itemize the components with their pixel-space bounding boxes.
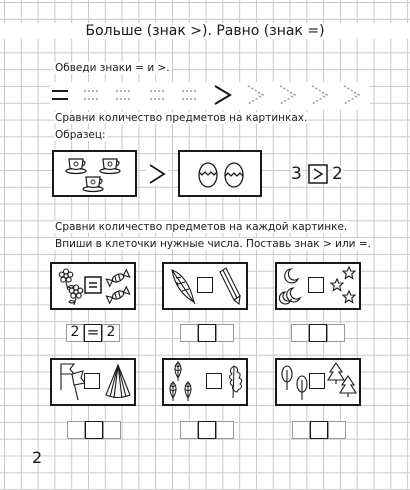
task-2-left-number-cell[interactable] [180,324,198,342]
instruction-compare: Сравни количество предметов на картинках. [55,112,308,124]
instruction-write-signs: Впиши в клеточки нужные числа. Поставь знак > или =. [55,238,371,250]
task-3-sign-answer-cell[interactable] [309,324,327,342]
task-5-left-number-cell[interactable] [180,421,198,439]
task-4-answer-row [67,421,121,439]
task-6-left-number-cell[interactable] [292,421,310,439]
sample-eggs-box [178,150,262,197]
task-5-right-number-cell[interactable] [216,421,234,439]
task-5-sign-cell[interactable] [206,373,222,389]
sample-cups-box [52,150,137,197]
task-3-left-number-cell[interactable] [291,324,309,342]
task-1-right-number-cell[interactable] [102,324,120,342]
page-title: Больше (знак >). Равно (знак =) [0,23,410,39]
oak-leaf-icon [222,362,246,402]
task-1-right-number: 2 [106,324,116,340]
task-3-answer-row [291,324,345,342]
task-1-left-number: 2 [70,324,80,340]
task-1-answer-row [66,324,120,342]
task-4-sign-answer-cell[interactable] [85,421,103,439]
eggs-icon [180,152,260,195]
task-1-sign-answer-cell[interactable] [84,324,102,342]
task-1-left-number-cell[interactable] [66,324,84,342]
cone-icon [103,362,133,402]
task-5-sign-answer-cell[interactable] [198,421,216,439]
task-2-sign-answer-cell[interactable] [198,324,216,342]
cups-icon [54,152,135,195]
sample-left-count: 3 [291,164,302,184]
task-2-right-number-cell[interactable] [216,324,234,342]
task-6-answer-row [292,421,346,439]
page-number: 2 [32,448,43,467]
task-3-sign-cell[interactable] [308,277,324,293]
sample-label: Образец: [55,129,106,141]
tracing-row [50,82,370,110]
greater-sign [146,162,168,186]
instruction-count-each: Сравни количество предметов на каждой картинке. [55,221,348,233]
task-4-left-number-cell[interactable] [67,421,85,439]
stars-icon [326,264,358,306]
instruction-trace-signs: Обведи знаки = и >. [55,62,170,74]
sample-right-count: 2 [332,164,343,184]
task-2-sign-cell[interactable] [197,277,213,293]
candies-icon [104,268,132,306]
task-5-answer-row [180,421,234,439]
task-6-right-number-cell[interactable] [328,421,346,439]
task-6-sign-answer-cell[interactable] [310,421,328,439]
pencil-icon [216,266,244,306]
task-1-sign: = [86,323,100,341]
task-3-right-number-cell[interactable] [327,324,345,342]
sample-sign-cell [308,164,328,184]
task-1-sign-cell[interactable] [84,276,102,294]
task-2-answer-row [180,324,234,342]
task-4-right-number-cell[interactable] [103,421,121,439]
fir-trees-icon [326,360,358,404]
task-4-sign-cell[interactable] [84,373,100,389]
task-6-sign-cell[interactable] [309,373,325,389]
